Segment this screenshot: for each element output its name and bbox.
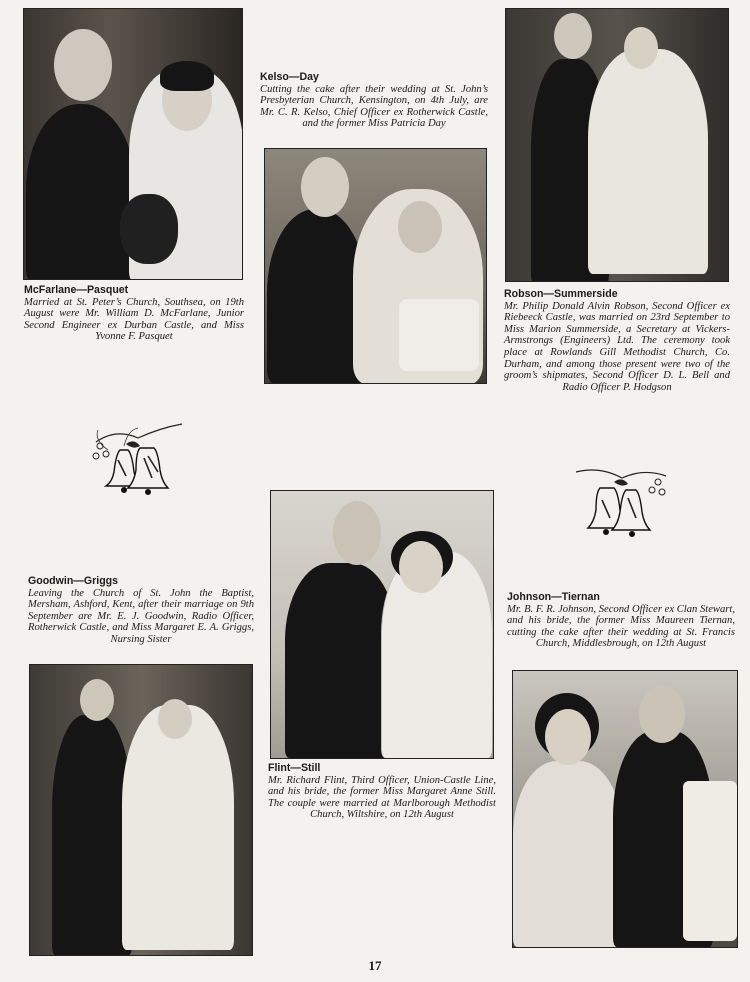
photo-robson-summerside [505, 8, 729, 282]
caption-title: McFarlane—Pasquet [24, 284, 129, 296]
caption-title: Goodwin—Griggs [28, 575, 119, 587]
caption-body: Mr. Philip Donald Alvin Robson, Second Officer ex Riebeeck Castle, was married on 23rd September to Miss Marion Summerside, a Secretary at Vickers-Armstrongs (Engineers) Ltd. The ceremony took place at Rowlands Gill Methodist Church, Co. Durham, and among those present were two of the groom’s shipmates, Second Officer D. L. Bell and Radio Officer P. Hodgson [504, 300, 730, 393]
caption-body: Mr. Richard Flint, Third Officer, Union-Castle Line, and his bride, the former Miss Margaret Anne Still. The couple were married at Marlborough Methodist Church, Wiltshire, on 12th August [268, 774, 496, 821]
caption-body: Mr. B. F. R. Johnson, Second Officer ex Clan Stewart, and his bride, the former Miss Maureen Tiernan, cutting the cake after their wedding at St. Francis Church, Middlesbrough, on 12th August [507, 603, 735, 650]
caption-title: Flint—Still [268, 762, 321, 774]
caption-robson-summerside [504, 289, 730, 393]
wedding-bells-icon [570, 462, 672, 538]
caption-title: Johnson—Tiernan [507, 591, 600, 603]
caption-body: Leaving the Church of St. John the Baptist, Mersham, Ashford, Kent, after their marriage on 9th September are Mr. E. J. Goodwin, Radio Officer, Rotherwick Castle, and Miss Margaret E. A. Griggs, Nursing Sister [28, 587, 254, 645]
caption-kelso-day [260, 72, 488, 130]
wedding-bells-icon [86, 420, 188, 496]
caption-body: Married at St. Peter’s Church, Southsea, on 19th August were Mr. William D. McFarlane, Junior Second Engineer ex Durban Castle, and Miss Yvonne F. Pasquet [24, 296, 244, 343]
caption-title: Kelso—Day [260, 71, 319, 83]
photo-johnson-tiernan [512, 670, 738, 948]
photo-kelso-day [264, 148, 487, 384]
caption-goodwin-griggs [28, 576, 254, 646]
photo-goodwin-griggs [29, 664, 253, 956]
caption-flint-still [268, 763, 496, 821]
caption-mcfarlane-pasquet [24, 285, 244, 343]
caption-body: Cutting the cake after their wedding at St. John’s Presbyterian Church, Kensington, on 4th July, are Mr. C. R. Kelso, Chief Officer ex Rotherwick Castle, and the former Miss Patricia Day [260, 83, 488, 130]
photo-flint-still [270, 490, 494, 759]
page-number: 17 [368, 958, 382, 973]
photo-mcfarlane-pasquet [23, 8, 243, 280]
caption-johnson-tiernan [507, 592, 735, 650]
caption-title: Robson—Summerside [504, 288, 618, 300]
